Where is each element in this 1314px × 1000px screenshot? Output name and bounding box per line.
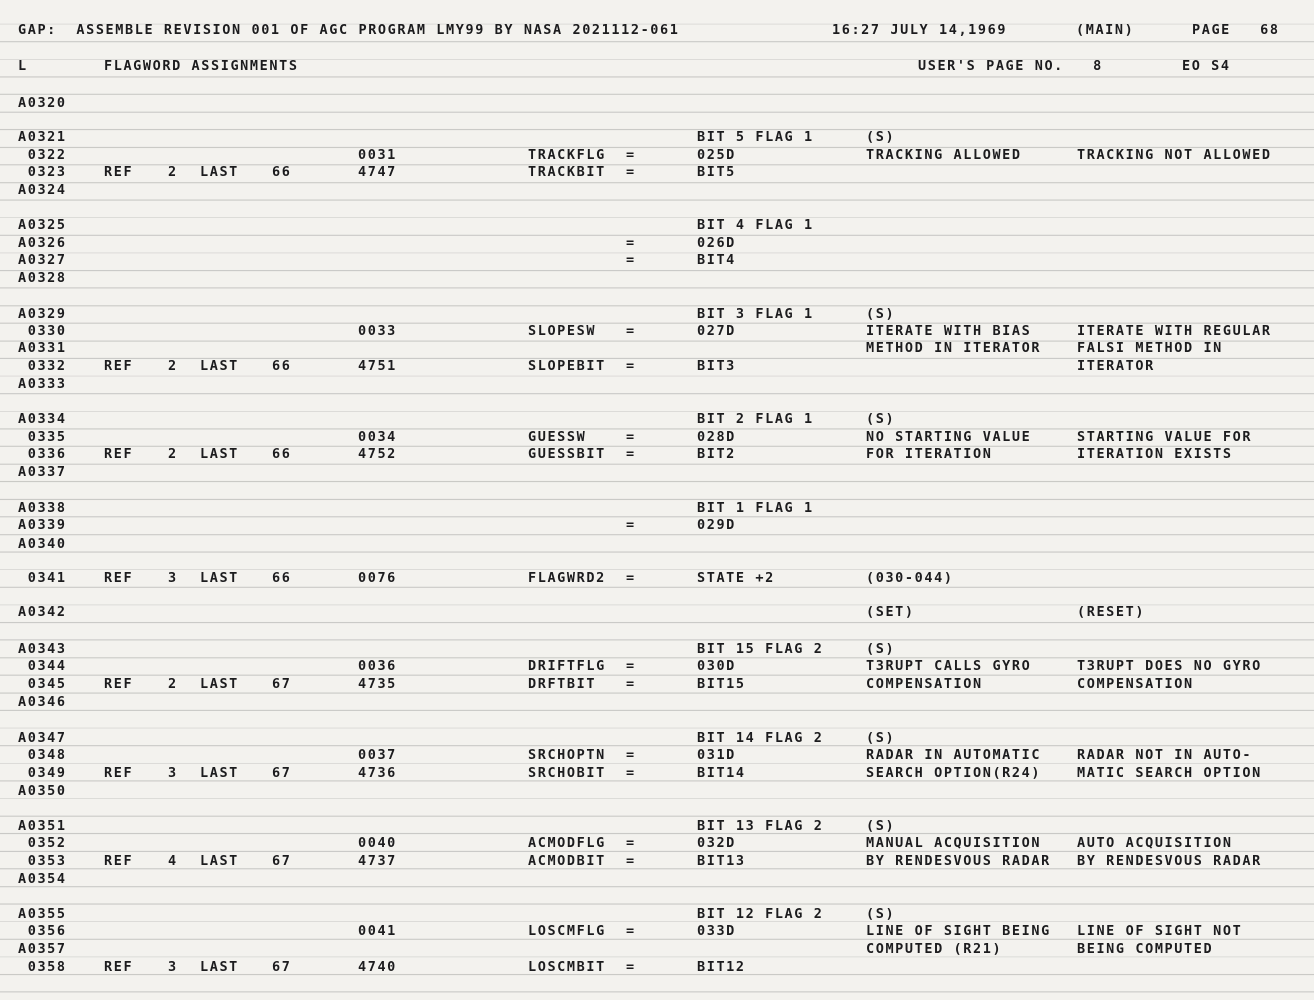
operand: BIT14 bbox=[697, 765, 746, 781]
symbol-name: TRACKBIT bbox=[528, 164, 606, 180]
symbol-name: SLOPEBIT bbox=[528, 358, 606, 374]
operand: STATE +2 bbox=[697, 570, 775, 586]
operand: 033D bbox=[697, 923, 736, 939]
ref-keyword: REF bbox=[104, 446, 134, 462]
reset-comment: COMPENSATION bbox=[1077, 676, 1194, 692]
listing-row bbox=[0, 940, 1314, 958]
symbol-name: ACMODFLG bbox=[528, 835, 606, 851]
ref-count: 2 bbox=[168, 446, 178, 462]
address: 4740 bbox=[358, 959, 397, 975]
eo-code: EO S4 bbox=[1182, 58, 1231, 74]
operand: BIT5 bbox=[697, 164, 736, 180]
line-label: 0352 bbox=[18, 835, 67, 851]
reset-comment: LINE OF SIGHT NOT bbox=[1077, 923, 1243, 939]
ref-count: 2 bbox=[168, 358, 178, 374]
address: 0031 bbox=[358, 147, 397, 163]
listing-row bbox=[0, 146, 1314, 164]
page-number: PAGE 68 bbox=[1192, 22, 1280, 38]
line-label: 0335 bbox=[18, 429, 67, 445]
last-page: 66 bbox=[272, 570, 292, 586]
operand: BIT13 bbox=[697, 853, 746, 869]
ref-keyword: REF bbox=[104, 570, 134, 586]
line-label: A0342 bbox=[18, 604, 67, 620]
listing-row bbox=[0, 834, 1314, 852]
symbol-name: ACMODBIT bbox=[528, 853, 606, 869]
set-comment: LINE OF SIGHT BEING bbox=[866, 923, 1051, 939]
last-keyword: LAST bbox=[200, 765, 239, 781]
section-tag: (MAIN) bbox=[1076, 22, 1135, 38]
symbol-name: SRCHOBIT bbox=[528, 765, 606, 781]
page-title: FLAGWORD ASSIGNMENTS bbox=[104, 58, 299, 74]
equals-sign: = bbox=[626, 570, 636, 586]
reset-comment: BEING COMPUTED bbox=[1077, 941, 1214, 957]
ref-count: 2 bbox=[168, 164, 178, 180]
equals-sign: = bbox=[626, 235, 636, 251]
reset-comment: RADAR NOT IN AUTO- bbox=[1077, 747, 1253, 763]
line-label: A0324 bbox=[18, 182, 67, 198]
listing-row bbox=[0, 322, 1314, 340]
operand: 029D bbox=[697, 517, 736, 533]
listing-row bbox=[0, 445, 1314, 463]
listing-row bbox=[0, 269, 1314, 287]
last-page: 67 bbox=[272, 676, 292, 692]
set-comment: (030-044) bbox=[866, 570, 954, 586]
set-comment: (S) bbox=[866, 906, 896, 922]
last-page: 67 bbox=[272, 853, 292, 869]
symbol-name: SLOPESW bbox=[528, 323, 597, 339]
set-comment: (S) bbox=[866, 411, 896, 427]
header-line-1 bbox=[0, 21, 1314, 39]
reset-comment: TRACKING NOT ALLOWED bbox=[1077, 147, 1272, 163]
reset-comment: BY RENDESVOUS RADAR bbox=[1077, 853, 1262, 869]
set-comment: (SET) bbox=[866, 604, 915, 620]
address: 0040 bbox=[358, 835, 397, 851]
set-comment: ITERATE WITH BIAS bbox=[866, 323, 1032, 339]
address: 4737 bbox=[358, 853, 397, 869]
set-comment: RADAR IN AUTOMATIC bbox=[866, 747, 1042, 763]
line-label: A0321 bbox=[18, 129, 67, 145]
last-keyword: LAST bbox=[200, 959, 239, 975]
reset-comment: MATIC SEARCH OPTION bbox=[1077, 765, 1262, 781]
line-label: A0346 bbox=[18, 694, 67, 710]
ref-count: 3 bbox=[168, 570, 178, 586]
line-label: 0322 bbox=[18, 147, 67, 163]
line-label: A0328 bbox=[18, 270, 67, 286]
listing-row bbox=[0, 817, 1314, 835]
line-label: A0329 bbox=[18, 306, 67, 322]
last-page: 66 bbox=[272, 446, 292, 462]
line-label: A0325 bbox=[18, 217, 67, 233]
equals-sign: = bbox=[626, 959, 636, 975]
operand: BIT 5 FLAG 1 bbox=[697, 129, 814, 145]
line-label: A0351 bbox=[18, 818, 67, 834]
reset-comment: ITERATOR bbox=[1077, 358, 1155, 374]
set-comment: (S) bbox=[866, 306, 896, 322]
ref-count: 3 bbox=[168, 959, 178, 975]
address: 0034 bbox=[358, 429, 397, 445]
reset-comment: AUTO ACQUISITION bbox=[1077, 835, 1233, 851]
listing-row bbox=[0, 729, 1314, 747]
line-label: A0350 bbox=[18, 783, 67, 799]
listing-row bbox=[0, 181, 1314, 199]
set-comment: COMPUTED (R21) bbox=[866, 941, 1003, 957]
last-keyword: LAST bbox=[200, 358, 239, 374]
equals-sign: = bbox=[626, 835, 636, 851]
symbol-name: GUESSBIT bbox=[528, 446, 606, 462]
line-label: A0331 bbox=[18, 340, 67, 356]
symbol-name: DRIFTFLG bbox=[528, 658, 606, 674]
ref-keyword: REF bbox=[104, 853, 134, 869]
address: 0041 bbox=[358, 923, 397, 939]
equals-sign: = bbox=[626, 429, 636, 445]
address: 0076 bbox=[358, 570, 397, 586]
last-keyword: LAST bbox=[200, 676, 239, 692]
ref-keyword: REF bbox=[104, 676, 134, 692]
line-label: A0338 bbox=[18, 500, 67, 516]
operand: BIT 12 FLAG 2 bbox=[697, 906, 824, 922]
listing-type: L bbox=[18, 58, 28, 74]
address: 0033 bbox=[358, 323, 397, 339]
symbol-name: GUESSW bbox=[528, 429, 587, 445]
listing-row bbox=[0, 852, 1314, 870]
equals-sign: = bbox=[626, 358, 636, 374]
listing-row bbox=[0, 603, 1314, 621]
line-label: 0349 bbox=[18, 765, 67, 781]
set-comment: (S) bbox=[866, 641, 896, 657]
listing-row bbox=[0, 357, 1314, 375]
line-label: A0339 bbox=[18, 517, 67, 533]
set-comment: T3RUPT CALLS GYRO bbox=[866, 658, 1032, 674]
set-comment: SEARCH OPTION(R24) bbox=[866, 765, 1042, 781]
address: 4751 bbox=[358, 358, 397, 374]
listing-row bbox=[0, 251, 1314, 269]
listing-row bbox=[0, 905, 1314, 923]
ref-keyword: REF bbox=[104, 765, 134, 781]
header-line-2 bbox=[0, 57, 1314, 75]
operand: BIT 1 FLAG 1 bbox=[697, 500, 814, 516]
operand: 031D bbox=[697, 747, 736, 763]
symbol-name: TRACKFLG bbox=[528, 147, 606, 163]
line-label: A0355 bbox=[18, 906, 67, 922]
listing-row bbox=[0, 958, 1314, 976]
address: 4747 bbox=[358, 164, 397, 180]
ref-count: 4 bbox=[168, 853, 178, 869]
operand: BIT15 bbox=[697, 676, 746, 692]
line-label: 0341 bbox=[18, 570, 67, 586]
line-label: 0323 bbox=[18, 164, 67, 180]
line-label: 0345 bbox=[18, 676, 67, 692]
line-label: A0320 bbox=[18, 95, 67, 111]
set-comment: (S) bbox=[866, 129, 896, 145]
assembly-title: GAP: ASSEMBLE REVISION 001 OF AGC PROGRAM LMY99 BY NASA 2021112-061 bbox=[18, 22, 680, 38]
symbol-name: LOSCMBIT bbox=[528, 959, 606, 975]
last-page: 66 bbox=[272, 164, 292, 180]
set-comment: MANUAL ACQUISITION bbox=[866, 835, 1042, 851]
operand: BIT2 bbox=[697, 446, 736, 462]
equals-sign: = bbox=[626, 923, 636, 939]
last-keyword: LAST bbox=[200, 164, 239, 180]
listing-row bbox=[0, 499, 1314, 517]
listing-row bbox=[0, 516, 1314, 534]
last-keyword: LAST bbox=[200, 446, 239, 462]
operand: BIT12 bbox=[697, 959, 746, 975]
listing-row bbox=[0, 657, 1314, 675]
listing-row bbox=[0, 305, 1314, 323]
line-label: A0357 bbox=[18, 941, 67, 957]
line-label: 0348 bbox=[18, 747, 67, 763]
listing-row bbox=[0, 94, 1314, 112]
listing-row bbox=[0, 675, 1314, 693]
operand: BIT3 bbox=[697, 358, 736, 374]
equals-sign: = bbox=[626, 658, 636, 674]
users-page-no: USER'S PAGE NO. 8 bbox=[918, 58, 1103, 74]
line-label: A0343 bbox=[18, 641, 67, 657]
line-label: 0356 bbox=[18, 923, 67, 939]
reset-comment: FALSI METHOD IN bbox=[1077, 340, 1223, 356]
reset-comment: T3RUPT DOES NO GYRO bbox=[1077, 658, 1262, 674]
assembly-timestamp: 16:27 JULY 14,1969 bbox=[832, 22, 1008, 38]
set-comment: METHOD IN ITERATOR bbox=[866, 340, 1042, 356]
operand: BIT 4 FLAG 1 bbox=[697, 217, 814, 233]
equals-sign: = bbox=[626, 252, 636, 268]
set-comment: BY RENDESVOUS RADAR bbox=[866, 853, 1051, 869]
listing-row bbox=[0, 216, 1314, 234]
equals-sign: = bbox=[626, 853, 636, 869]
listing-row bbox=[0, 375, 1314, 393]
listing-row bbox=[0, 234, 1314, 252]
reset-comment: ITERATE WITH REGULAR bbox=[1077, 323, 1272, 339]
listing-row bbox=[0, 640, 1314, 658]
operand: 032D bbox=[697, 835, 736, 851]
operand: BIT4 bbox=[697, 252, 736, 268]
reset-comment: ITERATION EXISTS bbox=[1077, 446, 1233, 462]
line-label: A0340 bbox=[18, 536, 67, 552]
set-comment: TRACKING ALLOWED bbox=[866, 147, 1022, 163]
set-comment: FOR ITERATION bbox=[866, 446, 993, 462]
operand: 028D bbox=[697, 429, 736, 445]
listing-row bbox=[0, 463, 1314, 481]
last-page: 67 bbox=[272, 959, 292, 975]
listing-row bbox=[0, 535, 1314, 553]
set-comment: NO STARTING VALUE bbox=[866, 429, 1032, 445]
address: 4752 bbox=[358, 446, 397, 462]
ref-count: 3 bbox=[168, 765, 178, 781]
last-page: 66 bbox=[272, 358, 292, 374]
equals-sign: = bbox=[626, 164, 636, 180]
listing-row bbox=[0, 569, 1314, 587]
equals-sign: = bbox=[626, 446, 636, 462]
listing-row bbox=[0, 410, 1314, 428]
address: 4736 bbox=[358, 765, 397, 781]
line-label: A0333 bbox=[18, 376, 67, 392]
line-label: 0344 bbox=[18, 658, 67, 674]
operand: 025D bbox=[697, 147, 736, 163]
set-comment: (S) bbox=[866, 818, 896, 834]
line-label: 0358 bbox=[18, 959, 67, 975]
line-label: 0336 bbox=[18, 446, 67, 462]
address: 0036 bbox=[358, 658, 397, 674]
address: 4735 bbox=[358, 676, 397, 692]
operand: BIT 13 FLAG 2 bbox=[697, 818, 824, 834]
operand: BIT 3 FLAG 1 bbox=[697, 306, 814, 322]
symbol-name: DRFTBIT bbox=[528, 676, 597, 692]
equals-sign: = bbox=[626, 323, 636, 339]
equals-sign: = bbox=[626, 517, 636, 533]
equals-sign: = bbox=[626, 147, 636, 163]
listing-row bbox=[0, 764, 1314, 782]
operand: BIT 14 FLAG 2 bbox=[697, 730, 824, 746]
line-label: A0337 bbox=[18, 464, 67, 480]
line-label: 0353 bbox=[18, 853, 67, 869]
symbol-name: SRCHOPTN bbox=[528, 747, 606, 763]
listing-row bbox=[0, 693, 1314, 711]
line-label: A0354 bbox=[18, 871, 67, 887]
equals-sign: = bbox=[626, 747, 636, 763]
equals-sign: = bbox=[626, 676, 636, 692]
symbol-name: FLAGWRD2 bbox=[528, 570, 606, 586]
ref-keyword: REF bbox=[104, 959, 134, 975]
line-label: A0326 bbox=[18, 235, 67, 251]
line-label: A0347 bbox=[18, 730, 67, 746]
listing-row bbox=[0, 782, 1314, 800]
listing-row bbox=[0, 163, 1314, 181]
listing-row bbox=[0, 922, 1314, 940]
ref-keyword: REF bbox=[104, 358, 134, 374]
line-label: 0330 bbox=[18, 323, 67, 339]
listing-row bbox=[0, 339, 1314, 357]
last-page: 67 bbox=[272, 765, 292, 781]
reset-comment: STARTING VALUE FOR bbox=[1077, 429, 1253, 445]
address: 0037 bbox=[358, 747, 397, 763]
set-comment: COMPENSATION bbox=[866, 676, 983, 692]
last-keyword: LAST bbox=[200, 853, 239, 869]
operand: 030D bbox=[697, 658, 736, 674]
operand: BIT 15 FLAG 2 bbox=[697, 641, 824, 657]
operand: BIT 2 FLAG 1 bbox=[697, 411, 814, 427]
ref-keyword: REF bbox=[104, 164, 134, 180]
set-comment: (S) bbox=[866, 730, 896, 746]
line-label: A0334 bbox=[18, 411, 67, 427]
equals-sign: = bbox=[626, 765, 636, 781]
listing-row bbox=[0, 128, 1314, 146]
last-keyword: LAST bbox=[200, 570, 239, 586]
reset-comment: (RESET) bbox=[1077, 604, 1146, 620]
listing-row bbox=[0, 746, 1314, 764]
operand: 027D bbox=[697, 323, 736, 339]
line-label: 0332 bbox=[18, 358, 67, 374]
operand: 026D bbox=[697, 235, 736, 251]
line-label: A0327 bbox=[18, 252, 67, 268]
ref-count: 2 bbox=[168, 676, 178, 692]
symbol-name: LOSCMFLG bbox=[528, 923, 606, 939]
listing-row bbox=[0, 870, 1314, 888]
listing-row bbox=[0, 428, 1314, 446]
